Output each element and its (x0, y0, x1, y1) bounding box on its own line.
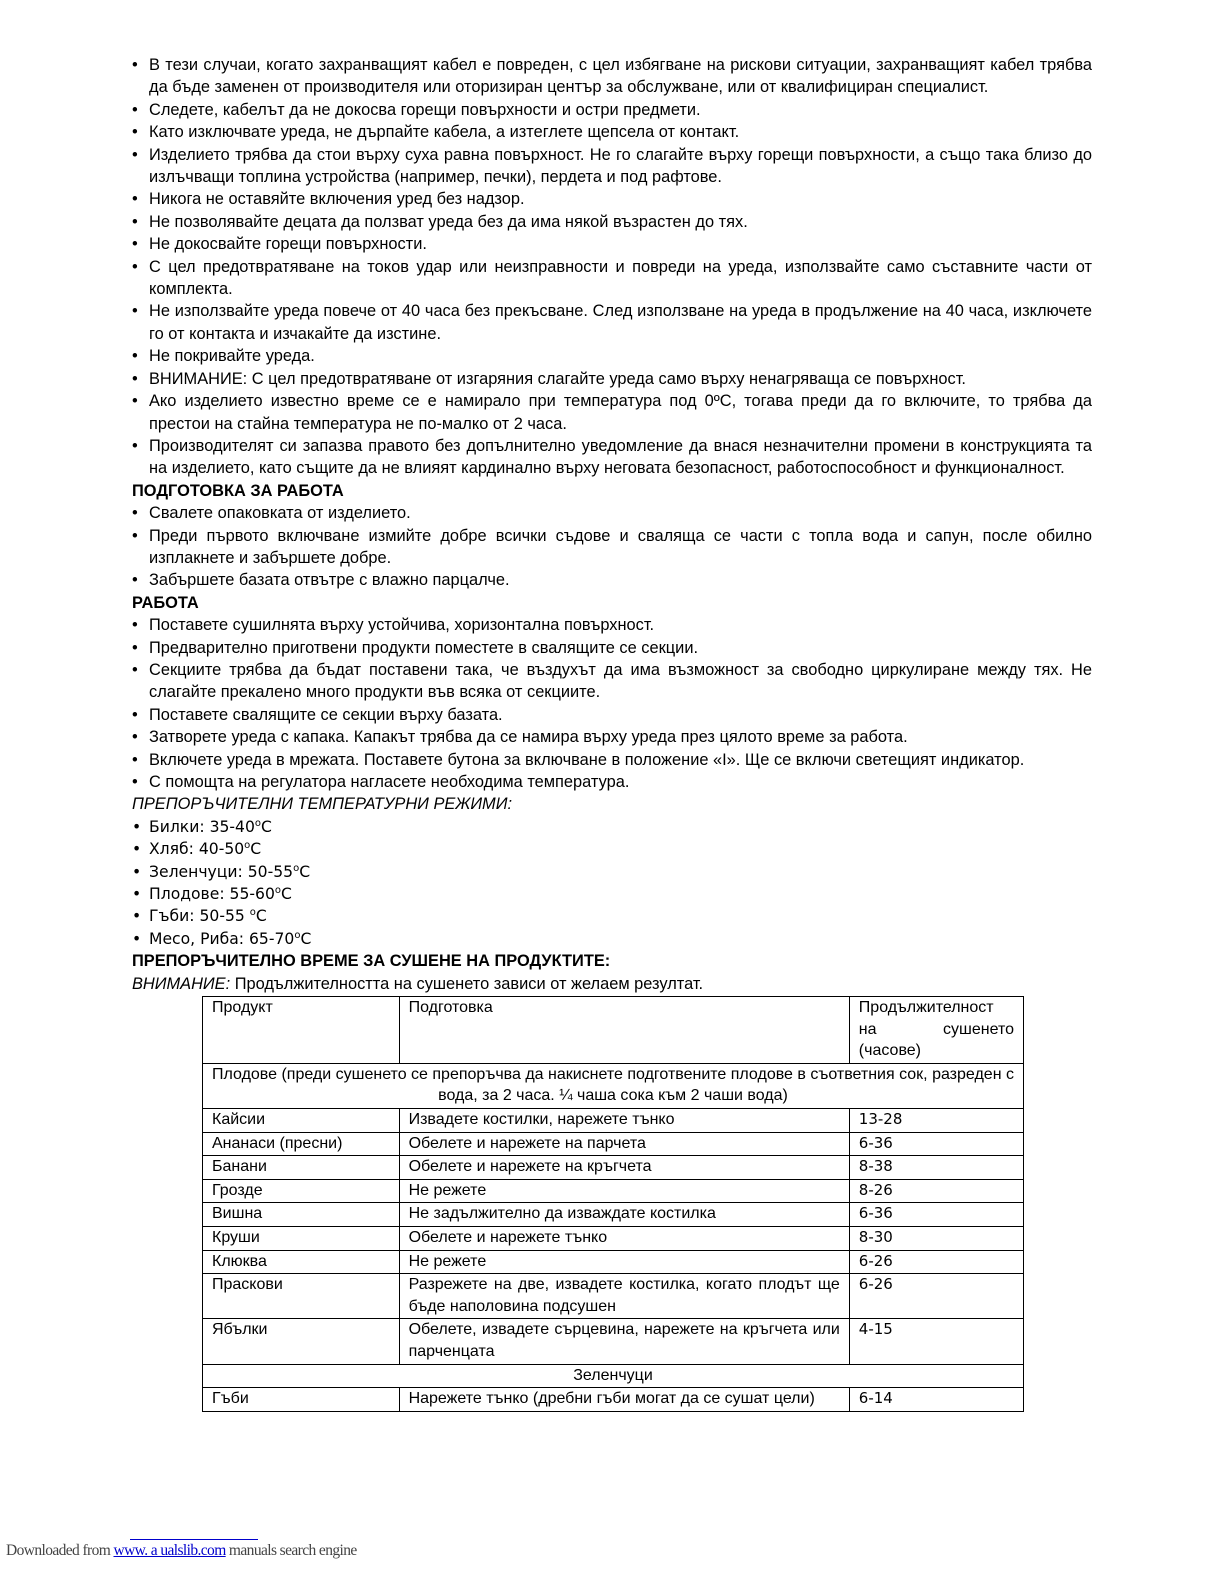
cell-product: Праскови (203, 1274, 400, 1319)
temp-unit: C (300, 929, 312, 948)
list-item: • С помощта на регулатора нагласете необходима температура. (132, 771, 1092, 793)
temp-unit: C (281, 885, 292, 904)
footer-link[interactable]: www. a ualslib.com (113, 1542, 226, 1559)
table-row (203, 1319, 1024, 1364)
footer-line (6, 1542, 357, 1560)
drying-heading: ПРЕПОРЪЧИТЕЛНО ВРЕМЕ ЗА СУШЕНЕ НА ПРОДУКТИТЕ: (132, 952, 611, 971)
list-item (132, 905, 1092, 927)
footer-prefix: Downloaded from (6, 1542, 114, 1559)
list-item (132, 883, 1092, 905)
list-item: • Поставете свалящите се секции върху базата. (132, 704, 1092, 726)
table-group-row (203, 1364, 1024, 1388)
cell-product: Ананаси (пресни) (203, 1132, 400, 1156)
list-item: • Като изключвате уреда, не дърпайте кабела, а изтеглете щепсела от контакт. (132, 121, 1092, 143)
list-item: • Включете уреда в мрежата. Поставете бутона за включване в положение «I». Ще се включи светещият индикатор. (132, 749, 1092, 771)
list-item: • Ако изделието известно време се е намирало при температура под 0ºС, тогава преди да го включите, то трябва да престои на стайна температура не по-малко от 2 часа. (132, 390, 1092, 435)
temperature-list (132, 816, 1092, 950)
cell-duration: 8-30 (849, 1227, 1023, 1251)
cell-product: Кайсии (203, 1109, 400, 1133)
cell-preparation: Обелете и нарежете тънко (399, 1227, 849, 1251)
cell-preparation: Не режете (399, 1179, 849, 1203)
column-header-preparation: Подготовка (399, 997, 849, 1064)
degree-mark: o (244, 840, 251, 852)
table-row (203, 1156, 1024, 1180)
table-row (203, 1179, 1024, 1203)
list-item: • Не позволявайте децата да ползват уреда без да има някой възрастен до тях. (132, 211, 1092, 233)
column-header-duration: Продължителност на сушенето (часове) (849, 997, 1023, 1064)
safety-list (132, 54, 1092, 480)
temp-unit: C (255, 907, 267, 926)
vegetables-group-label: Зеленчуци (203, 1364, 1024, 1388)
table-row (203, 1250, 1024, 1274)
preparation-list (132, 502, 1092, 592)
list-item: • Изделието трябва да стои върху суха равна повърхност. Не го слагайте върху горещи повърхности, а също така близо до излъчващи топлина устройства (например, печки), пердета и под рафтове. (132, 144, 1092, 189)
list-item (132, 838, 1092, 860)
cell-preparation: Извадете костилки, нарежете тънко (399, 1109, 849, 1133)
temp-label: Плодове: 55-60 (149, 885, 275, 904)
preparation-heading: ПОДГОТОВКА ЗА РАБОТА (132, 481, 344, 500)
cell-duration: 8-26 (849, 1179, 1023, 1203)
column-header-product: Продукт (203, 997, 400, 1064)
cell-duration: 13-28 (849, 1109, 1023, 1133)
degree-mark: o (294, 929, 301, 941)
cell-duration: 6-36 (849, 1203, 1023, 1227)
cell-product: Ябълки (203, 1319, 400, 1364)
temp-label: Билки: 35-40 (149, 817, 255, 836)
cell-preparation: Не режете (399, 1250, 849, 1274)
cell-product: Банани (203, 1156, 400, 1180)
list-item: • Никога не оставяйте включения уред без надзор. (132, 188, 1092, 210)
table-row (203, 1227, 1024, 1251)
temperature-heading: ПРЕПОРЪЧИТЕЛНИ ТЕМПЕРАТУРНИ РЕЖИМИ: (132, 795, 512, 814)
list-item: • Свалете опаковката от изделието. (132, 502, 1092, 524)
temp-label: Месо, Риба: 65-70 (149, 929, 295, 948)
cell-product: Круши (203, 1227, 400, 1251)
cell-product: Клюква (203, 1250, 400, 1274)
note-text: Продължителността на сушенето зависи от желаем резултат. (230, 974, 704, 993)
drying-table (202, 996, 1024, 1412)
cell-product: Вишна (203, 1203, 400, 1227)
list-item: • Забършете базата отвътре с влажно парцалче. (132, 569, 1092, 591)
list-item (132, 928, 1092, 950)
fruits-group-label: Плодове (преди сушенето се препоръчва да накиснете подготвените плодове в съответния сок, разреден с вода, за 2 часа. ¼ чаша сока към 2 чаши вода) (203, 1063, 1024, 1108)
list-item: • Производителят си запазва правото без допълнително уведомление да внася незначителни промени в конструкцията та на изделието, като същите да не влияят кардинално върху неговата безопасност, работоспособност и функционалност. (132, 435, 1092, 480)
cell-duration: 6-36 (849, 1132, 1023, 1156)
list-item (132, 861, 1092, 883)
cell-duration: 8-38 (849, 1156, 1023, 1180)
table-group-row (203, 1063, 1024, 1108)
footer-rule (130, 1539, 258, 1540)
list-item: • Затворете уреда с капака. Капакът трябва да се намира върху уреда през цялото време за работа. (132, 726, 1092, 748)
temp-unit: C (299, 862, 311, 881)
cell-preparation: Нарежете тънко (дребни гъби могат да се сушат цели) (399, 1388, 849, 1412)
note-label: ВНИМАНИЕ: (132, 974, 231, 993)
list-item: • Преди първото включване измийте добре всички съдове и сваляща се части с топла вода и сапун, после обилно изплакнете и забършете добре. (132, 525, 1092, 570)
temp-label: Хляб: 40-50 (149, 840, 245, 859)
cell-preparation: Обелете, извадете сърцевина, нарежете на кръгчета или парченцата (399, 1319, 849, 1364)
cell-product: Гъби (203, 1388, 400, 1412)
temp-label: Зеленчуци: 50-55 (149, 862, 294, 881)
degree-mark: o (293, 862, 300, 874)
footer-suffix: manuals search engine (225, 1542, 357, 1559)
table-row (203, 1203, 1024, 1227)
cell-duration: 6-14 (849, 1388, 1023, 1412)
list-item: • Секциите трябва да бъдат поставени така, че въздухът да има възможност за свободно циркулиране между тях. Не слагайте прекалено много продукти във всяка от секциите. (132, 659, 1092, 704)
cell-preparation: Обелете и нарежете на парчета (399, 1132, 849, 1156)
operation-list (132, 614, 1092, 793)
cell-preparation: Разрежете на две, извадете костилка, когато плодът ще бъде наполовина подсушен (399, 1274, 849, 1319)
cell-preparation: Обелете и нарежете на кръгчета (399, 1156, 849, 1180)
cell-duration: 6-26 (849, 1274, 1023, 1319)
table-row (203, 1109, 1024, 1133)
degree-mark: o (254, 817, 261, 829)
list-item: • Не покривайте уреда. (132, 345, 1092, 367)
operation-heading: РАБОТА (132, 593, 199, 612)
list-item (132, 816, 1092, 838)
list-item: • Не докосвайте горещи повърхности. (132, 233, 1092, 255)
list-item: • С цел предотвратяване на токов удар или неизправности и повреди на уреда, използвайте само съставните части от комплекта. (132, 256, 1092, 301)
list-item: • ВНИМАНИЕ: С цел предотвратяване от изгаряния слагайте уреда само върху ненагряваща се повърхност. (132, 368, 1092, 390)
cell-preparation: Не задължително да изваждате костилка (399, 1203, 849, 1227)
cell-duration: 6-26 (849, 1250, 1023, 1274)
temp-unit: C (261, 817, 272, 836)
drying-note (132, 973, 1092, 995)
temp-label: Гъби: 50-55 (149, 907, 250, 926)
list-item: • Следете, кабелът да не докосва горещи повърхности и остри предмети. (132, 99, 1092, 121)
cell-duration: 4-15 (849, 1319, 1023, 1364)
document-page (132, 54, 1092, 1412)
temp-unit: C (250, 840, 262, 859)
list-item: • Не използвайте уреда повече от 40 часа без прекъсване. След използване на уреда в продължение на 40 часа, изключете го от контакта и изчакайте да изстине. (132, 300, 1092, 345)
degree-mark: o (249, 907, 256, 919)
list-item: • Предварително приготвени продукти поместете в свалящите се секции. (132, 637, 1092, 659)
degree-mark: o (274, 884, 281, 896)
cell-product: Грозде (203, 1179, 400, 1203)
list-item: • В тези случаи, когато захранващият кабел е повреден, с цел избягване на рискови ситуации, захранващият кабел трябва да бъде заменен от производителя или оторизиран център за обслужване, или от квалифициран специалист. (132, 54, 1092, 99)
table-row (203, 1132, 1024, 1156)
table-row (203, 1388, 1024, 1412)
table-row (203, 1274, 1024, 1319)
table-header-row (203, 997, 1024, 1064)
list-item: • Поставете сушилнята върху устойчива, хоризонтална повърхност. (132, 614, 1092, 636)
